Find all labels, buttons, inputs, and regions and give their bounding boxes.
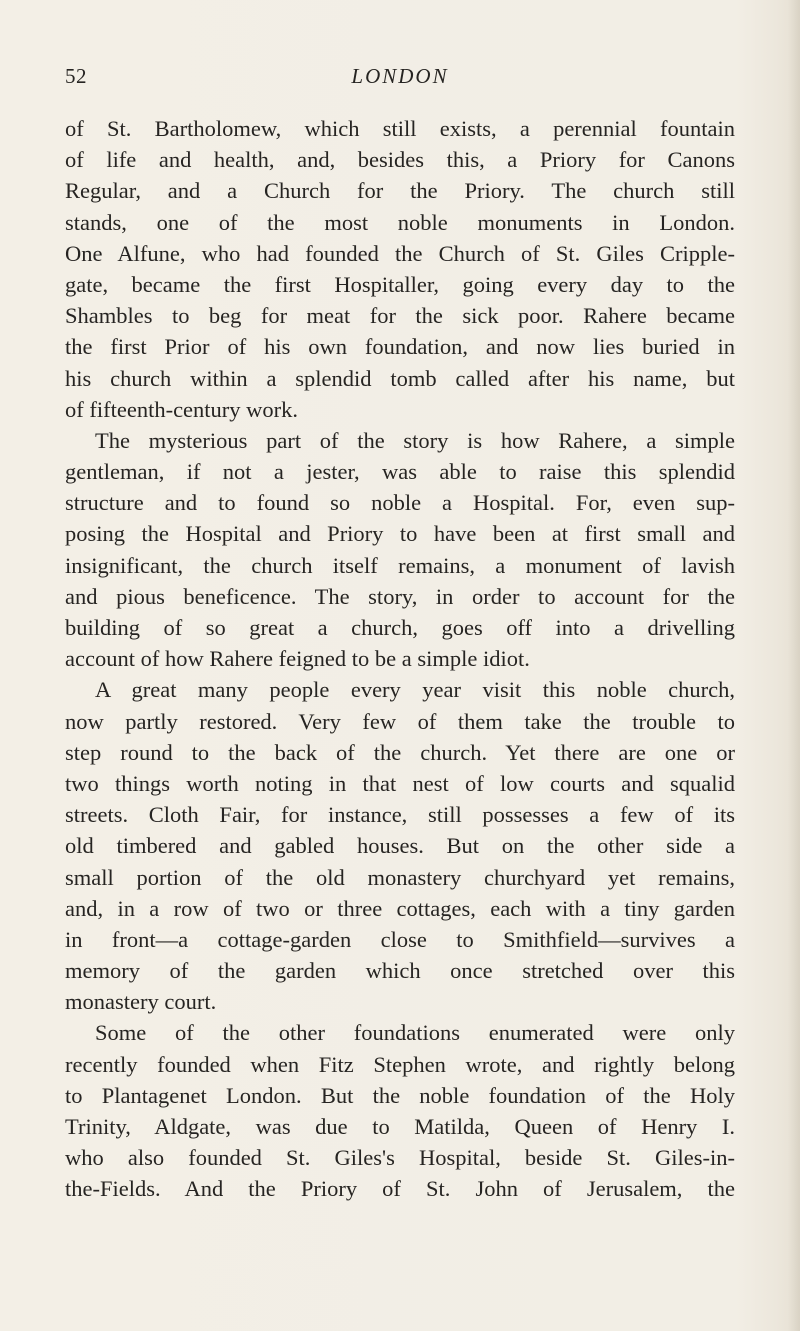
text-line: and, in a row of two or three cottages, each with a tiny garden: [65, 895, 735, 921]
text-line: old timbered and gabled houses. But on the other side a: [65, 833, 735, 859]
text-line: his church within a splendid tomb called after his name, but: [65, 365, 735, 391]
text-line: and pious beneficence. The story, in order to account for the: [65, 583, 735, 609]
text-line: streets. Cloth Fair, for instance, still possesses a few of its: [65, 802, 735, 828]
text-line: in front—a cottage-garden close to Smithfield—survives a: [65, 926, 735, 952]
text-line: the first Prior of his own foundation, and now lies buried in: [65, 334, 735, 360]
text-line: memory of the garden which once stretched over this: [65, 958, 735, 984]
text-line: two things worth noting in that nest of low courts and squalid: [65, 770, 735, 796]
text-line: A great many people every year visit this noble church,: [95, 677, 735, 703]
text-line: building of so great a church, goes off into a drivelling: [65, 615, 735, 640]
text-line: of St. Bartholomew, which still exists, a perennial fountain: [65, 116, 735, 141]
text-line: Regular, and a Church for the Priory. The church still: [65, 178, 735, 204]
text-line: who also founded St. Giles's Hospital, beside St. Giles-in-: [65, 1145, 735, 1171]
text-line: The mysterious part of the story is how Rahere, a simple: [95, 427, 735, 453]
running-title: LONDON: [351, 64, 449, 88]
text-line: stands, one of the most noble monuments in London.: [65, 209, 735, 235]
text-line: of life and health, and, besides this, a Priory for Canons: [65, 147, 735, 173]
text-line: Shambles to beg for meat for the sick poor. Rahere became: [65, 303, 735, 329]
text-line: step round to the back of the church. Yet there are one or: [65, 739, 735, 765]
text-line: of fifteenth-century work.: [65, 396, 299, 422]
text-line: Trinity, Aldgate, was due to Matilda, Queen of Henry I.: [65, 1114, 735, 1139]
text-line: gentleman, if not a jester, was able to raise this splendid: [65, 459, 735, 485]
text-line: the-Fields. And the Priory of St. John of Jerusalem, the: [65, 1176, 735, 1202]
running-head: [65, 64, 735, 94]
text-line: account of how Rahere feigned to be a simple idiot.: [65, 646, 530, 672]
text-line: now partly restored. Very few of them take the trouble to: [65, 708, 735, 734]
text-line: monastery court.: [65, 989, 217, 1015]
text-line: One Alfune, who had founded the Church of St. Giles Cripple-: [65, 240, 735, 266]
page-edge-shadow: [788, 0, 800, 1331]
text-line: small portion of the old monastery churchyard yet remains,: [65, 864, 735, 890]
page-number: 52: [65, 64, 87, 88]
text-line: Some of the other foundations enumerated were only: [95, 1020, 735, 1046]
text-line: recently founded when Fitz Stephen wrote, and rightly belong: [65, 1051, 735, 1077]
text-line: posing the Hospital and Priory to have been at first small and: [65, 521, 735, 547]
text-line: gate, became the first Hospitaller, going every day to the: [65, 271, 735, 297]
body-text: [65, 113, 735, 1205]
text-line: structure and to found so noble a Hospital. For, even sup-: [65, 490, 735, 516]
text-line: insignificant, the church itself remains, a monument of lavish: [65, 552, 735, 578]
text-line: to Plantagenet London. But the noble foundation of the Holy: [65, 1082, 735, 1108]
